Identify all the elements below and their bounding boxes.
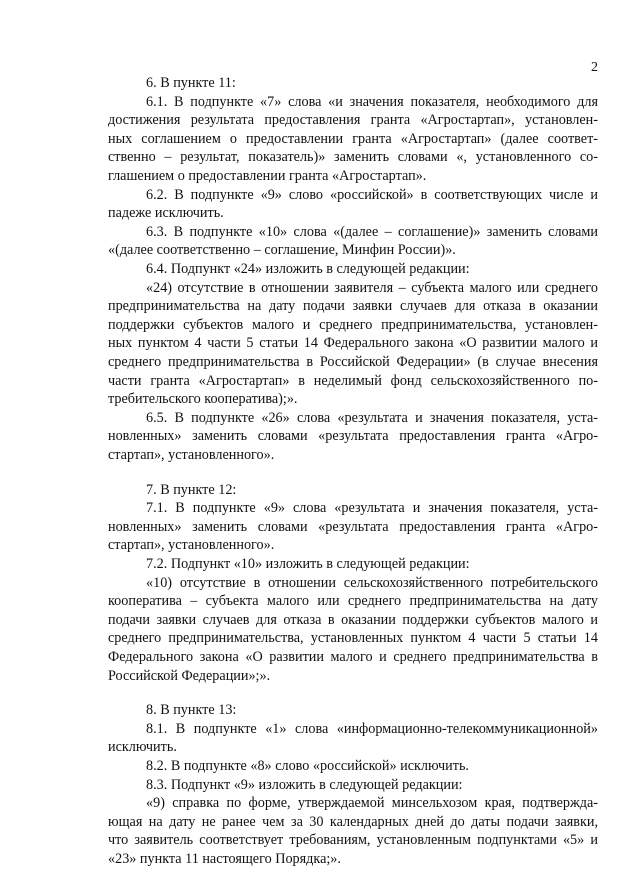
paragraph-line: 6.5. В подпункте «26» слова «результата и значения показателя, уста- [146, 409, 598, 426]
paragraph-line: среднего предпринимательства в Российской Федерации» (в случае внесения [108, 354, 598, 370]
paragraph-line: Федерального закона «О развитии малого и среднего предпринимательства в [108, 649, 598, 665]
paragraph-line: исключить. [108, 739, 177, 756]
paragraph-line: стартап», установленного». [108, 447, 275, 463]
paragraph-line: поддержки субъектов малого и среднего предпринимательства, установлен- [108, 316, 598, 333]
paragraph-line: ственно – результат, показатель)» заменить словами «, установленного со- [108, 149, 598, 166]
paragraph-line: Российской Федерации»;». [108, 667, 271, 684]
paragraph-line: 8.1. В подпункте «1» слова «информационно-телекоммуникационной» [146, 720, 598, 737]
paragraph-line: «(далее соответственно – соглашение, Минфин России)». [108, 242, 456, 259]
paragraph-line: «24) отсутствие в отношении заявителя – субъекта малого или среднего [146, 279, 598, 296]
paragraph-line: предпринимательства на дату подачи заявки случаев для отказа в оказании [108, 298, 598, 315]
paragraph-line: подачи заявки случаев для отказа в оказании поддержки субъектов малого и [108, 611, 598, 628]
paragraph-line: новленных» заменить словами «результата предоставления гранта «Агро- [108, 518, 598, 535]
paragraph-line: кооператива – субъекта малого или среднего предпринимательства на дату [108, 593, 598, 610]
paragraph-line: что заявитель соответствует требованиям, установленным подпунктами «5» и [108, 832, 598, 849]
page-number: 2 [591, 60, 598, 75]
paragraph-line: 6.4. Подпункт «24» изложить в следующей редакции: [146, 261, 470, 277]
paragraph-line: падеже исключить. [108, 205, 224, 222]
paragraph-line: 8.2. В подпункте «8» слово «российской» исключить. [146, 758, 469, 774]
paragraph-line: стартап», установленного». [108, 537, 275, 554]
paragraph-line: 6.2. В подпункте «9» слово «российской» в соответствующих числе и [146, 186, 598, 203]
paragraph-line: 6.1. В подпункте «7» слова «и значения показателя, необходимого для [146, 93, 598, 110]
paragraph-line: «23» пункта 11 настоящего Порядка;». [108, 851, 341, 867]
paragraph-line: «9) справка по форме, утверждаемой минсельхозом края, подтвержда- [146, 795, 598, 812]
section-6-heading: 6. В пункте 11: [146, 75, 236, 91]
paragraph-line: ных соглашением о предоставлении гранта «Агростартап» (далее соответ- [108, 130, 598, 147]
paragraph-line: требительского кооператива);». [108, 391, 298, 408]
paragraph-line: 7.2. Подпункт «10» изложить в следующей редакции: [146, 556, 470, 572]
section-8-heading: 8. В пункте 13: [146, 702, 237, 719]
paragraph-line: «10) отсутствие в отношении сельскохозяйственного потребительского [146, 574, 598, 591]
paragraph-line: 7.1. В подпункте «9» слова «результата и значения показателя, уста- [146, 500, 598, 517]
paragraph-line: ных пунктом 4 части 5 статьи 14 Федерального закона «О развитии малого и [108, 335, 598, 352]
paragraph-line: части гранта «Агростартап» в неделимый фонд сельскохозяйственного по- [108, 372, 598, 389]
paragraph-line: новленных» заменить словами «результата предоставления гранта «Агро- [108, 428, 598, 445]
paragraph-line: ющая на дату не ранее чем за 30 календарных дней до даты подачи заявки, [108, 813, 598, 830]
paragraph-line: достижения результата предоставления гранта «Агростартап», установлен- [108, 112, 598, 129]
paragraph-line: среднего предпринимательства, установленных пунктом 4 части 5 статьи 14 [108, 630, 598, 647]
paragraph-line: глашением о предоставлении гранта «Агростартап». [108, 168, 427, 184]
paragraph-line: 6.3. В подпункте «10» слова «(далее – соглашение)» заменить словами [146, 223, 598, 240]
paragraph-line: 8.3. Подпункт «9» изложить в следующей редакции: [146, 776, 463, 793]
section-7-heading: 7. В пункте 12: [146, 481, 237, 498]
